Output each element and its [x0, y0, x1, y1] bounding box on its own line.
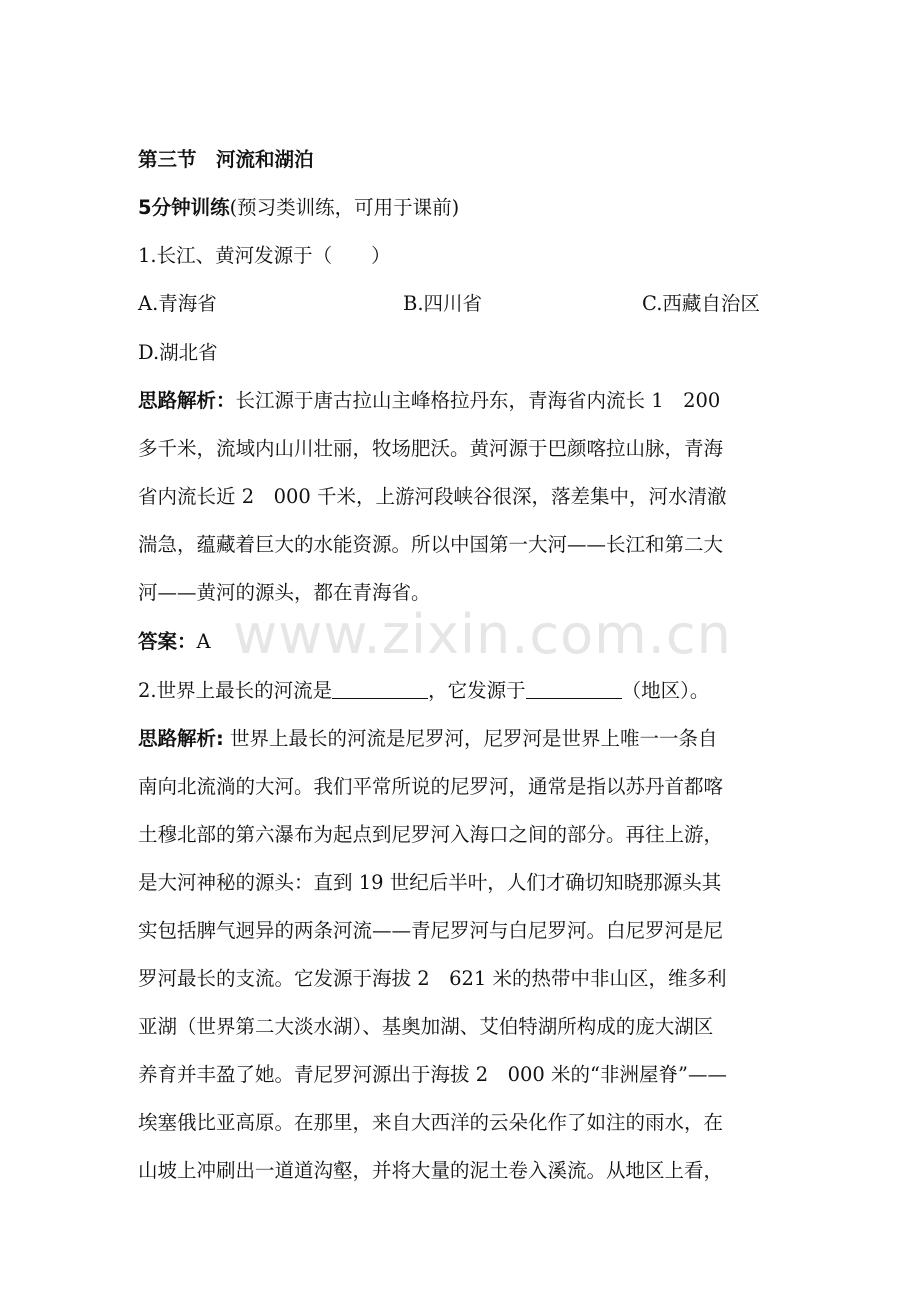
answer-value: A [196, 630, 211, 653]
q1-answer [138, 628, 788, 656]
option-b: B.四川省 [403, 292, 483, 315]
q2-analysis-line [138, 725, 788, 753]
q2-analysis-line: 实包括脾气迥异的两条河流——青尼罗河与白尼罗河。白尼罗河是尼 [138, 919, 724, 942]
q1-analysis-line: 省内流长近 2 000 千米，上游河段峡谷很深，落差集中，河水清澈 [138, 485, 727, 508]
q2-analysis-line: 土穆北部的第六瀑布为起点到尼罗河入海口之间的部分。再往上游， [138, 823, 724, 846]
q2-analysis-line: 亚湖（世界第二大淡水湖）、基奥加湖、艾伯特湖所构成的庞大湖区 [138, 1015, 714, 1038]
q2-analysis-line: 埃塞俄比亚高原。在那里，来自大西洋的云朵化作了如注的雨水，在 [138, 1111, 724, 1134]
training-heading [138, 194, 788, 222]
training-label: 5分钟训练 [138, 196, 230, 219]
q1-analysis-line: 湍急，蕴藏着巨大的水能资源。所以中国第一大河——长江和第二大 [138, 533, 724, 556]
answer-blank[interactable] [526, 678, 622, 699]
q2-stem-part: （地区）。 [621, 679, 710, 702]
watermark: www.zixin.com.cn [233, 603, 732, 666]
q2-analysis-line: 是大河神秘的源头：直到 19 世纪后半叶，人们才确切知晓那源头其 [138, 871, 722, 894]
training-note: (预习类训练，可用于课前) [229, 196, 460, 219]
q1-analysis-line [138, 387, 788, 415]
q1-analysis-line: 多千米，流域内山川壮丽，牧场肥沃。黄河源于巴颜喀拉山脉，青海 [138, 437, 724, 460]
option-a: A.青海省 [138, 292, 217, 315]
question-1-stem: 1.长江、黄河发源于（ ） [138, 244, 391, 267]
q2-analysis-line: 山坡上冲刷出一道道沟壑，并将大量的泥土卷入溪流。从地区上看， [138, 1159, 724, 1182]
q2-analysis-line: 养育并丰盈了她。青尼罗河源出于海拔 2 000 米的“非洲屋脊”—— [138, 1063, 727, 1086]
analysis-text: 长江源于唐古拉山主峰格拉丹东，青海省内流长 1 200 [235, 389, 721, 412]
question-2-stem [138, 677, 788, 705]
q2-analysis-line: 罗河最长的支流。它发源于海拔 2 621 米的热带中非山区，维多利 [138, 967, 727, 990]
q2-stem-part: 2.世界上最长的河流是 [138, 679, 333, 702]
q1-analysis-line: 河——黄河的源头，都在青海省。 [138, 581, 431, 604]
q2-stem-part: ，它发源于 [428, 679, 526, 702]
option-d: D.湖北省 [138, 341, 218, 364]
analysis-label: 思路解析： [138, 389, 236, 412]
q2-analysis-line: 南向北流淌的大河。我们平常所说的尼罗河，通常是指以苏丹首都喀 [138, 775, 724, 798]
analysis-text: 世界上最长的河流是尼罗河，尼罗河是世界上唯一一条自 [223, 727, 718, 750]
answer-label: 答案： [138, 630, 197, 653]
analysis-label: 思路解析: [138, 727, 224, 750]
option-c: C.西藏自治区 [642, 292, 760, 315]
answer-blank[interactable] [332, 678, 428, 699]
section-title: 第三节 河流和湖泊 [138, 148, 314, 171]
